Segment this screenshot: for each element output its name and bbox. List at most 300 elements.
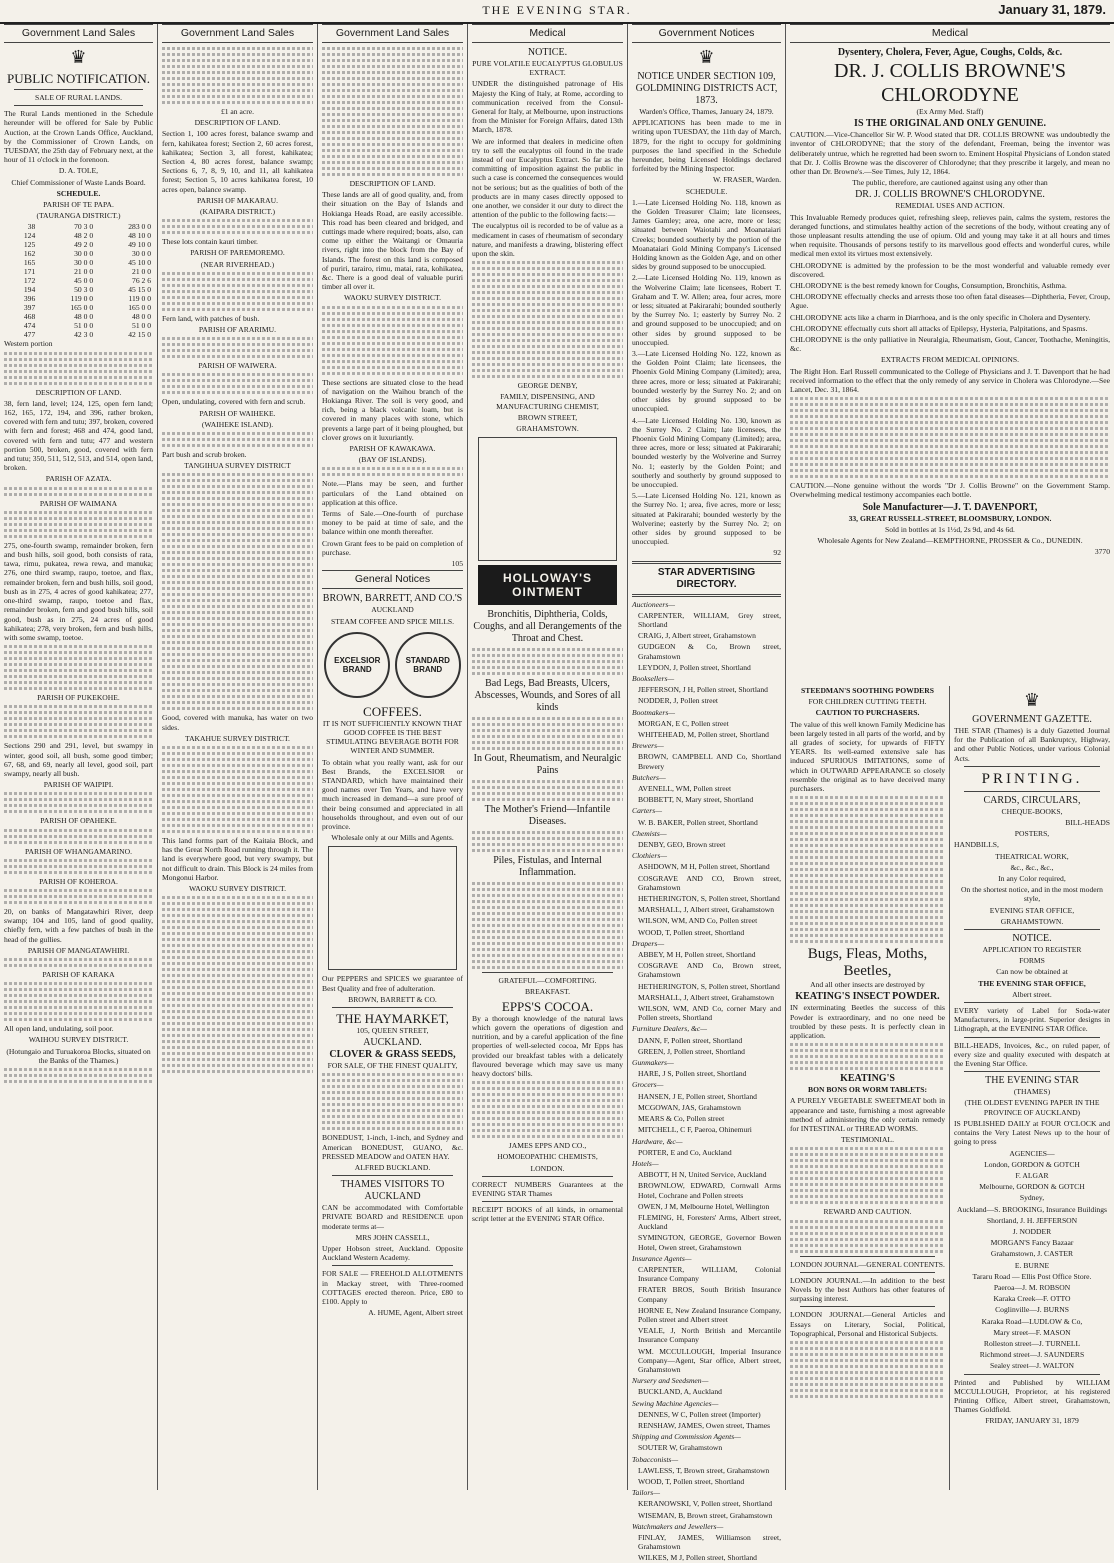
ad-signature: A. HUME, Agent, Albert street: [368, 1308, 463, 1318]
ad-title: CLOVER & GRASS SEEDS,: [329, 1049, 456, 1061]
schedule-item: 2.—Late Licensed Holding No. 119, known as the Wolverine Claim; late licensees, Robert T. Graham and T. W. Allen; area, four acres, more or less; situated at Pakirarahi; bounded southerly by the Surrey No. 1; easterly by Surrey No. 2 and ground supposed to be unoccupied; and on other sides by ground supposed to be unoccupied.: [632, 273, 781, 347]
directory-entry: MARSHALL, J, Albert street, Grahamstown: [638, 905, 775, 915]
ad-address: 33, GREAT RUSSELL-STREET, BLOOMSBURY, LONDON.: [848, 513, 1052, 523]
ad-body: LONDON JOURNAL.—In addition to the best Novels by the best Authors has other features of surpassing interest.: [790, 1275, 945, 1304]
schedule-item: 3.—Late Licensed Holding No. 122, known as the Golden Point Claim; late licensees, the Phoenix Gold Mining Company (Limited); area, three acres, more or less; situated at Pakirarahi; bounded westerly by the Surrey No. 2; and on other sides by ground supposed to be unoccupied.: [632, 349, 781, 414]
parish-heading: PARISH OF TE PAPA.: [43, 200, 114, 210]
column-6-wide: [786, 24, 1114, 684]
directory-entry: NODDER, J, Pollen street: [638, 696, 718, 706]
agency-entry: Coglinville—J. BURNS: [995, 1305, 1069, 1315]
directory-entry: BOBBETT, N, Mary street, Shortland: [638, 795, 754, 805]
column-header: Medical: [472, 24, 623, 43]
directory-entry: WM. MCCULLOUGH, Imperial Insurance Company—Agent, Star office, Albert street, Grahamstown: [638, 1346, 781, 1374]
description-heading: DESCRIPTION OF LAND.: [349, 179, 436, 188]
parish-heading: PARISH OF WAIHEKE.: [199, 408, 276, 418]
lot-cell: 48 0 0: [74, 312, 94, 322]
royal-crest-icon: ♛: [1023, 690, 1041, 710]
directory-entry: WOOD, T, Pollen street, Shortland: [638, 1477, 745, 1486]
schedule-item: 1.—Late Licensed Holding No. 118, known as the Golden Treasurer Claim; late licensees, James Gamley; area, one acre, more or less; situated between Waiotahi and Moanataiari Creeks; bounded southerly by the portion of the Moanataiari Gold Mining Company's Licensed Holding known as the Golden Age, and on other sides by ground supposed to be unoccupied.: [632, 197, 781, 272]
ad-signature: JAMES EPPS AND CO.,: [508, 1141, 587, 1151]
ad-heading: Dysentery, Cholera, Fever, Ague, Coughs, Colds, &c.: [837, 47, 1063, 58]
ad-body: The public, therefore, are cautioned against using any other than: [852, 178, 1048, 188]
parish-heading: PARISH OF KARAKA: [42, 969, 115, 979]
ad-heading: AGENCIES—: [1009, 1148, 1055, 1158]
parish-heading: PARISH OF MANGATAWHIRI.: [27, 945, 130, 955]
lot-cell: 171: [23, 267, 36, 277]
directory-category: Insurance Agents—: [632, 1253, 692, 1263]
ad-heading: Bronchitis, Diphtheria, Colds, Coughs, and all Derangements of the Throat and Chest.: [473, 609, 622, 645]
notice-title: PUBLIC NOTIFICATION.: [7, 71, 150, 86]
directory-category: Auctioneers—: [632, 599, 676, 609]
directory-entry: MITCHELL, C F, Paeroa, Ohinemuri: [638, 1125, 752, 1135]
directory-entry: COSGRAVE AND Co, Brown street, Grahamstown: [638, 961, 781, 980]
lot-cell: 48 2 0: [74, 231, 94, 241]
price-note: £1 an acre.: [220, 107, 255, 116]
ad-heading: Bad Legs, Bad Breasts, Ulcers, Abscesses, Wounds, and Sores of all kinds: [474, 678, 621, 714]
district-heading: WAOKU SURVEY DISTRICT.: [343, 293, 442, 303]
directory-entry: DENBY, GEO, Brown street: [638, 840, 726, 850]
description-body: This land forms part of the Kaitaia Block, and has the Great North Road running through it. The land is everywhere good, but very swampy, but not difficult to drain. This Block is 24 miles from Mongonui Harbor.: [162, 836, 313, 882]
lot-cell: 30 0 0: [74, 249, 94, 259]
terms-note: Note.—Plans may be seen, and further particulars of the Land obtained on application at this office.: [322, 479, 463, 507]
agency-entry: Mary street—F. MASON: [993, 1327, 1071, 1337]
printing-town: GRAHAMSTOWN.: [1000, 916, 1064, 926]
ad-body: To obtain what you really want, ask for our Best Brands, the EXCELSIOR or STANDARD, which have maintained their good names over Ten Years, and have very much increased in demand—a sure proof of their being consumed and appreciated in all households throughout, and even out of our province.: [322, 757, 463, 831]
directory-category: Gunmakers—: [632, 1058, 674, 1068]
lot-row: [4, 231, 153, 240]
printing-item: BILL-HEADS: [1065, 818, 1110, 828]
ad-body: LONDON JOURNAL—General Articles and Essays on Literary, Social, Political, Topographical, Personal and Historical Subjects.: [790, 1310, 945, 1338]
column-2: [158, 24, 318, 1490]
ad-body: CHLORODYNE is admitted by the profession to be the most wonderful and valuable remedy ever discovered.: [790, 260, 1110, 279]
district-heading: (WAIHEKE ISLAND).: [201, 419, 274, 429]
ad-signature: FAMILY, DISPENSING, AND MANUFACTURING CHEMIST,: [496, 392, 599, 411]
agencies-list: [954, 1160, 1110, 1371]
ad-body: This Invaluable Remedy produces quiet, refreshing sleep, relieves pain, calms the system, restores the deranged functions, and stimulates healthy action of the secretions of the body, without creating any of those unpleasant results attending the use of opium. Old and young may take it at all hours and times when requisite. Thousands of persons testify to its marvellous good effects and wonderful cures, while medical men extol its virtues most extensively.: [790, 212, 1110, 259]
ad-heading: Sole Manufacturer—J. T. DAVENPORT,: [862, 501, 1038, 513]
agency-entry: Melbourne, GORDON & GOTCH: [979, 1182, 1085, 1192]
lot-row: [4, 240, 153, 249]
agency-entry: Paeroa—J. M. ROBSON: [993, 1282, 1071, 1292]
notice-title: NOTICE.: [1012, 933, 1052, 945]
ad-body: Our PEPPERS and SPICES we guarantee of Best Quality and free of adulteration.: [322, 974, 463, 993]
directory-category: Drapers—: [632, 938, 665, 948]
directory-category: Sewing Machine Agencies—: [632, 1398, 719, 1408]
ad-location: AUCKLAND.: [363, 1037, 422, 1049]
lot-cell: 119 0 0: [128, 294, 151, 304]
directory-category: Carters—: [632, 806, 662, 816]
lot-cell: 51 0 0: [132, 321, 151, 331]
lot-cell: 49 2 0: [74, 240, 94, 250]
directory-entry: FRATER BROS, South British Insurance Company: [638, 1285, 781, 1304]
ad-signature: BROWN, BARRETT & CO.: [348, 994, 437, 1004]
parish-heading: PARISH OF MAKARAU.: [197, 195, 278, 205]
notice-office: Warden's Office, Thames, January 24, 1879.: [639, 107, 774, 116]
ad-heading: DR. J. COLLIS BROWNE'S CHLORODYNE.: [855, 189, 1045, 201]
ad-title: Bugs, Fleas, Moths, Beetles,: [807, 946, 928, 980]
ad-signature: GEORGE DENBY,: [517, 381, 578, 391]
agency-entry: J. NODDER: [1012, 1226, 1052, 1236]
directory-entry: ABBEY, M H, Pollen street, Shortland: [638, 950, 756, 960]
lot-cell: 468: [23, 312, 36, 322]
agency-entry: F. ALGAR: [1015, 1170, 1049, 1180]
printing-item: CARDS, CIRCULARS,: [983, 794, 1081, 806]
printing-item: THEATRICAL WORK,: [995, 851, 1069, 861]
ad-title: EPPS'S COCOA.: [501, 998, 594, 1014]
lot-cell: 45 15 0: [128, 285, 151, 295]
ad-title: THE HAYMARKET,: [336, 1010, 449, 1026]
lot-cell: 49 10 0: [128, 240, 151, 250]
column-4: [468, 24, 628, 1490]
lot-row: [4, 285, 153, 294]
directory-entry: WHITEHEAD, M, Pollen street, Shortland: [638, 729, 769, 739]
schedule-heading: SCHEDULE.: [685, 186, 728, 196]
ad-body: The eucalyptus oil is recorded to be of value as a medicament in cases of rheumatism of secondary nature, and manifests a drawing, blistering effect upon the skin.: [472, 221, 623, 259]
lot-cell: 45 0 0: [74, 276, 94, 286]
lot-cell: 70 3 0: [74, 222, 94, 232]
directory-category: Tailors—: [632, 1488, 661, 1498]
agency-entry: MORGAN'S Fancy Bazaar: [990, 1238, 1074, 1248]
agency-entry: Richmond street—J. SAUNDERS: [979, 1350, 1085, 1360]
imprint-date: FRIDAY, JANUARY 31, 1879: [985, 1416, 1079, 1426]
ad-body: Albert street.: [1012, 989, 1052, 999]
parish-heading: PARISH OF WAIPIPI.: [43, 780, 114, 790]
issue-date: January 31, 1879.: [998, 2, 1106, 17]
directory-entry: LAWLESS, T, Brown street, Grahamstown: [638, 1465, 770, 1475]
printing-office: EVENING STAR OFFICE,: [989, 905, 1075, 915]
directory-entry: MORGAN, E C, Pollen street: [638, 718, 729, 728]
lot-cell: 165 0 0: [70, 303, 94, 313]
parish-heading: PARISH OF KAWAKAWA.: [349, 444, 436, 454]
directory-entry: SYMINGTON, GEORGE, Governor Bowen Hotel, Owen street, Grahamstown: [638, 1233, 781, 1252]
directory-entry: HETHERINGTON, S, Pollen street, Shortland: [638, 981, 780, 991]
directory-category: Chemists—: [632, 828, 667, 838]
ad-body: Wholesale Agents for New Zealand—KEMPTHORNE, PROSSER & Co., DUNEDIN.: [817, 536, 1083, 546]
directory-entry: WILSON, WM, AND Co, corner Mary and Pollen streets, Shortland: [638, 1004, 781, 1023]
excelsior-brand-logo: EXCELSIOR BRAND: [324, 632, 390, 698]
directory-entry: ABBOTT, H N, United Service, Auckland: [638, 1170, 767, 1180]
district-heading: WAOKU SURVEY DISTRICT.: [188, 884, 287, 894]
hygeia-statue-illustration: [478, 437, 617, 561]
ad-body: CAN be accommodated with Comfortable PRIVATE BOARD and RESIDENCE upon moderate terms at—: [322, 1203, 463, 1231]
holloways-ointment-banner: HOLLOWAY'S OINTMENT: [478, 565, 617, 605]
agency-entry: Shortland, J. H. JEFFERSON: [986, 1215, 1078, 1225]
lot-cell: 30 0 0: [132, 249, 151, 259]
ad-heading: IS THE ORIGINAL AND ONLY GENUINE.: [854, 118, 1046, 130]
lot-row: [4, 321, 153, 330]
ad-signature: LONDON.: [530, 1163, 565, 1173]
lot-cell: 474: [23, 321, 36, 331]
column-1: [0, 24, 158, 1490]
directory-entry: LEYDON, J, Pollen street, Shortland: [638, 662, 751, 672]
ad-body: BONEDUST, 1-inch, 1-inch, and Sydney and American BONEDUST, GUANO, &c. PRESSED MEADOW and OATEN HAY.: [322, 1133, 463, 1161]
directory-entry: MEARS & Co, Pollen street: [638, 1114, 725, 1124]
ad-title: DR. J. COLLIS BROWNE'S CHLORODYNE: [834, 60, 1066, 106]
coffee-label-illustration: [328, 846, 457, 970]
schedule-heading: SCHEDULE.: [56, 188, 101, 198]
ad-title: KEATING'S: [840, 1073, 895, 1085]
crown-grant: Crown Grant fees to be paid on completion of purchase.: [322, 538, 463, 557]
column-8: [950, 686, 1114, 1490]
ad-signature: MRS JOHN CASSELL,: [355, 1232, 430, 1242]
directory-entry: WOOD, T, Pollen street, Shortland: [638, 927, 745, 937]
directory-entry: RENSHAW, JAMES, Owen street, Thames: [638, 1420, 771, 1430]
description-body: These lots contain kauri timber.: [162, 237, 258, 247]
lot-cell: 283 0 0: [128, 222, 151, 232]
column-header: Government Notices: [632, 24, 781, 43]
directory-category: Furniture Dealers, &c—: [632, 1024, 708, 1034]
ad-body: Upper Hobson street, Auckland. Opposite Auckland Western Academy.: [322, 1243, 463, 1263]
ad-subtitle: STEAM COFFEE AND SPICE MILLS.: [331, 616, 454, 626]
directory-entry: MARSHALL, J, Albert street, Grahamstown: [638, 992, 775, 1002]
notice-subtitle: SALE OF RURAL LANDS.: [34, 93, 123, 102]
directory-entry: VEALE, J, North British and Mercantile Insurance Company: [638, 1326, 781, 1345]
description-body: Good, covered with manuka, has water on two sides.: [162, 713, 313, 732]
directory-entry: DANN, F, Pollen street, Shortland: [638, 1035, 743, 1045]
ad-address: 105, QUEEN STREET,: [356, 1025, 429, 1035]
lot-cell: 48 10 0: [128, 231, 151, 241]
notice-title: NOTICE.: [527, 47, 568, 58]
column-5: [628, 24, 786, 1563]
directory-category: Bootmakers—: [632, 707, 676, 717]
newspaper-title: THE EVENING STAR.: [482, 3, 632, 17]
standard-brand-logo: STANDARD BRAND: [395, 632, 461, 698]
notice-body: The Rural Lands mentioned in the Schedule hereunder will be offered for Sale by Public Auction, at the Crown Lands Office, Auckland, by the Commissioner of Crown Lands, on TUESDAY, the 25th day of February next, at the hour of 11 o'clock in the forenoon.: [4, 109, 153, 165]
ad-body: THE STAR (Thames) is a duly Gazetted Journal for the Publication of all Bankruptcy, Highway, and other Public Notices, under various Colonial Acts.: [954, 726, 1110, 763]
district-heading: TAKAHUE SURVEY DISTRICT.: [185, 733, 290, 743]
directory-entry: GUDGEON & Co, Brown street, Grahamstown: [638, 642, 781, 661]
description-heading: DESCRIPTION OF LAND.: [35, 387, 122, 397]
signatory: W. FRASER, Warden.: [713, 175, 781, 185]
ad-title: GOVERNMENT GAZETTE.: [972, 714, 1092, 725]
description-body: These lands are all of good quality, and, from their situation on the Bay of Islands and Hokianga Heads Road, are easily accessible. This road has been cleared and bridged, and cuttings made where required; boats, also, can come up either the Waitangi or Omauria rivers, right into the block from the Bay of Islands. The forest on this land is composed of puriri, tarairo, rimu, matai, rata, kohikatea, &c. There is a good deal of valuable puriri timber all over it.: [322, 190, 463, 292]
district-heading: TANGIHUA SURVEY DISTRICT: [184, 461, 291, 471]
description-body: Sections 290 and 291, level, but swampy in winter, good soil, all bush, some good timber; 67, 68, and 69, nearly all level, good soil, part swampy, nearly all bush.: [4, 741, 153, 778]
notice-title: NOTICE UNDER SECTION 109, GOLDMINING DISTRICTS ACT, 1873.: [635, 71, 778, 106]
column-header: Government Land Sales: [4, 24, 153, 43]
ad-heading: GRATEFUL—COMFORTING.: [498, 976, 597, 986]
lot-row: [4, 294, 153, 303]
directory-entry: CARPENTER, WILLIAM, Colonial Insurance Company: [638, 1264, 781, 1284]
description-body: These sections are situated close to the head of navigation on the Waihou branch of the Hokianga River. The soil is very good, and rich, being a black volcanic loam, but is covered in many places with stone, which prevents a large part of it being ploughed, but clover grows on it luxuriantly.: [322, 377, 463, 442]
ad-heading: CAUTION TO PURCHASERS.: [815, 708, 920, 718]
ad-body: RECEIPT BOOKS of all kinds, in ornamental script letter at the EVENING STAR Office.: [472, 1205, 623, 1224]
column-header: Medical: [790, 24, 1110, 43]
lot-cell: 125: [23, 240, 36, 250]
directory-entry: AVENELL, WM, Pollen street: [638, 784, 732, 793]
printing-item: POSTERS,: [1014, 829, 1050, 839]
agency-entry: Karaka Road—LUDLOW & Co,: [981, 1316, 1083, 1326]
ad-body: CHLORODYNE effectually checks and arrests those too often fatal diseases—Diphtheria, Fever, Croup, Ague.: [790, 292, 1110, 311]
directory-category: Brewers—: [632, 741, 664, 751]
ad-body: A PURELY VEGETABLE SWEETMEAT both in appearance and taste, furnishing a most agreeable method of administering the only certain remedy for INTESTINAL or THREAD WORMS.: [790, 1096, 945, 1134]
ad-body: The Right Hon. Earl Russell communicated to the College of Physicians and J. T. Davenport that he had received information to the effect that the only remedy of any service in Cholera was Chlorodyne.—See Lancet, Dec. 31, 1864.: [790, 366, 1110, 395]
directory-entry: CARPENTER, WILLIAM, Grey street, Shortland: [638, 610, 781, 629]
lot-row: [4, 267, 153, 276]
terms-of-sale: Terms of Sale.—One-fourth of purchase money to be paid at time of sale, and the balance within one month thereafter.: [322, 509, 463, 537]
district-heading: (NEAR RIVERHEAD.): [200, 259, 275, 269]
ad-heading: BREAKFAST.: [524, 987, 571, 997]
lot-row: [4, 258, 153, 267]
description-heading: DESCRIPTION OF LAND.: [194, 118, 281, 128]
directory-entry: FINLAY, JAMES, Williamson street, Grahamstown: [638, 1533, 781, 1552]
description-body: 20, on banks of Mangatawhiri River, deep swamp; 104 and 105, land of good quality, chiefly fern, with a few patches of bush in the head of the gullies.: [4, 906, 153, 944]
royal-crest-icon: ♛: [698, 47, 715, 67]
directory-category: Booksellers—: [632, 673, 675, 683]
directory-category: Nursery and Seedsmen—: [632, 1376, 709, 1386]
notice-body: APPLICATIONS has been made to me in writing upon TUESDAY, the 11th day of March, 1879, for the right to occupy for goldmining purposes the land specified in the Schedule hereunder, being Licensed Holdings declared forfeited by the Mining Inspector.: [632, 118, 781, 174]
ad-body: IT IS NOT SUFFICIENTLY KNOWN THAT GOOD COFFEE IS THE BEST STIMULATING BEVERAGE BOTH FOR WINTER AND SUMMER.: [322, 718, 463, 756]
agency-entry: Tararu Road — Ellis Post Office Store.: [972, 1271, 1092, 1281]
lot-cell: 76 2 6: [132, 276, 151, 286]
directory-entry: PORTER, E and Co, Auckland: [638, 1147, 732, 1157]
advertising-directory: [632, 600, 781, 1563]
parish-heading: PARISH OF KOHEROA.: [39, 876, 118, 886]
lot-cell: 165 0 0: [128, 303, 151, 313]
agency-entry: Rolleston street—J. TURNELL: [983, 1338, 1081, 1348]
printing-item: In any Color required,: [998, 874, 1066, 884]
directory-entry: GREEN, J, Pollen street, Shortland: [638, 1046, 745, 1056]
parish-heading: PARISH OF OPAHEKE.: [40, 816, 117, 826]
lot-row: [4, 249, 153, 258]
agency-entry: Sealey street—J. WALTON: [989, 1361, 1074, 1371]
directory-entry: HARE, J S, Pollen street, Shortland: [638, 1069, 747, 1079]
parish-heading: PARISH OF PAREMOREMO.: [190, 248, 285, 258]
ad-subtitle: (THAMES): [1013, 1087, 1051, 1097]
directory-entry: DENNES, W C, Pollen street (Importer): [638, 1409, 761, 1419]
ad-subtitle: FOR SALE, OF THE FINEST QUALITY,: [327, 1061, 458, 1071]
directory-entry: BROWN, CAMPBELL AND Co, Shortland Brewery: [638, 752, 781, 771]
ad-subtitle: (Ex Army Med. Staff): [916, 107, 984, 116]
directory-entry: CRAIG, J, Albert street, Grahamstown: [638, 631, 756, 641]
ad-reference: 3770: [1094, 547, 1110, 557]
ad-heading: TESTIMONIAL.: [841, 1135, 894, 1145]
ad-signature: HOMOEOPATHIC CHEMISTS,: [497, 1152, 598, 1162]
ad-body: Sold in bottles at 1s 1½d, 2s 9d, and 4s 6d.: [885, 524, 1015, 534]
description-body: Part bush and scrub broken.: [162, 450, 247, 460]
lot-cell: 45 10 0: [128, 258, 151, 268]
parish-heading: PARISH OF PUKEKOHE.: [37, 693, 120, 703]
lot-cell: 51 0 0: [74, 321, 94, 331]
directory-entry: OWEN, J M, Melbourne Hotel, Wellington: [638, 1201, 770, 1211]
ad-heading: BON BONS OR WORM TABLETS:: [808, 1085, 927, 1095]
ad-body: Can now be obtained at: [996, 967, 1068, 977]
ad-body: IS PUBLISHED DAILY at FOUR O'CLOCK and contains the Very Latest News up to the hour of going to press: [954, 1118, 1110, 1147]
ad-heading: APPLICATION TO REGISTER: [982, 945, 1082, 955]
agency-entry: Grahamstown, J. CASTER: [990, 1249, 1074, 1259]
district-heading: (TAURANGA DISTRICT.): [36, 211, 121, 221]
agency-entry: Auckland—S. BROOKING, Insurance Buildings: [957, 1204, 1107, 1214]
description-body: Open, undulating, covered with fern and scrub.: [162, 397, 306, 407]
schedule-item: 4.—Late Licensed Holding No. 130, known as the Surrey No. 2 Claim; late licensees, the Phoenix Gold Mining Company (Limited); area, three acres, more or less; situated at Pakirarahi; bounded westerly by the Wolverine and Surrey No. 1; easterly by the Golden Point; and southerly and southerly by ground supposed to be unoccupied.: [632, 415, 781, 489]
district-heading: (KAIPARA DISTRICT.): [199, 207, 276, 217]
signatory-role: Chief Commissioner of Waste Lands Board.: [11, 177, 146, 187]
ad-heading: KEATING'S INSECT POWDER.: [795, 991, 940, 1003]
lot-table: [4, 222, 153, 339]
ad-body: FOR SALE — FREEHOLD ALLOTMENTS in Mackay street, with Three-roomed COTTAGES erected thereon. Price, £80 to £100. Apply to: [322, 1269, 463, 1306]
lot-row: [4, 222, 153, 231]
directory-entry: KERANOWSKI, V, Pollen street, Shortland: [638, 1499, 773, 1509]
description-body: Fern land, with patches of bush.: [162, 313, 260, 323]
column-header: General Notices: [322, 570, 463, 589]
ad-heading: FORMS: [1019, 956, 1045, 966]
directory-category: Grocers—: [632, 1080, 664, 1090]
lot-row: [4, 330, 153, 339]
directory-entry: ASHDOWN, M H, Pollen street, Shortland: [638, 862, 770, 872]
district-heading: (BAY OF ISLANDS).: [358, 455, 427, 465]
ad-title: BROWN, BARRETT, AND CO.'S: [322, 593, 463, 605]
lot-row: [4, 276, 153, 285]
ad-body: CAUTION.—None genuine without the words "Dr J. Collis Browne" on the Government Stamp. Overwhelming medical testimony accompanies each bottle.: [790, 481, 1110, 500]
lot-cell: 21 0 0: [74, 267, 94, 277]
ad-heading: Piles, Fistulas, and Internal Inflammation.: [493, 855, 602, 879]
lot-cell: 165: [23, 258, 36, 268]
directory-heading: STAR ADVERTISING DIRECTORY.: [657, 566, 756, 590]
parish-heading: PARISH OF WAIMANA: [39, 498, 118, 508]
directory-entry: WILSON, WM, AND Co, Pollen street: [638, 916, 758, 926]
ad-heading: REWARD AND CAUTION.: [823, 1207, 912, 1217]
masthead: [0, 0, 1114, 24]
lot-cell: 172: [23, 276, 36, 286]
lot-cell: 48 0 0: [132, 312, 151, 322]
ad-reference: 92: [773, 548, 781, 558]
directory-entry: HORNE E, New Zealand Insurance Company, Pollen street and Albert street: [638, 1305, 781, 1324]
ad-body: By a thorough knowledge of the natural laws which govern the operations of digestion and nutrition, and by a careful application of the fine properties of well-selected cocoa, Mr Epps has provided our breakfast tables with a delicately flavoured beverage which may save us many heavy doctors' bills.: [472, 1013, 623, 1078]
description-body: 38, fern land, level; 124, 125, open fern land; 162, 165, 172, 194, and 396, rather broken, covered with fern and tutu; 397, broken, covered with fern and forest; 468 and 474, good land, covered with fern and tutu; 477 and western portion 500, broken, good, covered with fern and tutu; 350, 511, 512, 513, and 514, open land, broken.: [4, 398, 153, 473]
ad-subtitle: (THE OLDEST EVENING PAPER IN THE PROVINCE OF AUCKLAND): [964, 1098, 1100, 1117]
lot-cell: 38: [27, 222, 36, 232]
ad-title: THE EVENING STAR: [985, 1075, 1079, 1087]
ad-reference: 105: [451, 559, 463, 569]
directory-entry: W. B. BAKER, Pollen street, Shortland: [638, 817, 758, 827]
imprint: Printed and Published by WILLIAM MCCULLOUGH, Proprietor, at his registered Printing Office, Albert street, Grahamstown, Thames Goldfield.: [954, 1377, 1110, 1415]
lot-cell: 124: [23, 231, 36, 241]
agency-entry: Karaka Creek—F. OTTO: [993, 1294, 1071, 1304]
ad-body: IN exterminating Beetles the success of this Powder is extraordinary, and no one need be troubled by these pests. It is perfectly clean in application.: [790, 1003, 945, 1041]
ad-body: CHLORODYNE acts like a charm in Diarrhoea, and is the only specific in Cholera and Dysentery.: [790, 312, 1091, 322]
parish-heading: PARISH OF WAIWERA.: [198, 361, 277, 371]
lot-cell: 396: [23, 294, 36, 304]
ad-heading: EXTRACTS FROM MEDICAL OPINIONS.: [880, 355, 1020, 365]
ad-body: CHLORODYNE is the only palliative in Neuralgia, Rheumatism, Gout, Cancer, Toothache, Meningitis, &c.: [790, 335, 1110, 354]
printing-item: HANDBILLS,: [954, 840, 999, 850]
district-heading: WAIHOU SURVEY DISTRICT.: [28, 1035, 129, 1045]
description-body: 275, one-fourth swamp, remainder broken, fern and bush hills, soil good, both consists of rata, tawa, rimu, pukatea, rewa rewa, and manuka; 276, one third swamp, raupo, toetoe, and flax, remainder broken, fern and bush hills, soil good, bush as in 275, 4 acres of good kahikatea; 277, one-third swamp, raupo, toetoe and flax, remainder broken, fern and good bush hills, soil good, bush as in 275, 24 acres of good kahikatea; 278, very broken, fern and bush hills, with some swamp, toetoe.: [4, 540, 153, 642]
printing-item: CHEQUE-BOOKS,: [1001, 806, 1063, 816]
printing-heading: PRINTING.: [981, 770, 1083, 787]
ad-title: STEEDMAN'S SOOTHING POWDERS: [801, 686, 934, 695]
schedule-item: 5.—Late Licensed Holding No. 121, known as the Surrey No. 1; area, five acres, more or less; situated at Pakirarahi; bounded westerly by the Wolverine; easterly by the Surrey No. 2; on other sides by ground supposed to be unoccupied.: [632, 491, 781, 547]
directory-category: Butchers—: [632, 772, 666, 782]
directory-entry: HANSEN, J E, Pollen street, Shortland: [638, 1091, 757, 1101]
ad-body: Wholesale only at our Mills and Agents.: [331, 833, 454, 843]
ad-title: PURE VOLATILE EUCALYPTUS GLOBULUS EXTRACT.: [472, 59, 623, 78]
lot-cell: 162: [23, 249, 36, 259]
royal-crest-icon: ♛: [70, 47, 87, 67]
lot-cell: 50 3 0: [74, 285, 94, 295]
directory-entry: BROWNLOW, EDWARD, Cornwall Arms Hotel, Cochrane and Pollen streets: [638, 1181, 781, 1200]
agency-entry: London, GORDON & GOTCH: [984, 1159, 1080, 1169]
directory-entry: HETHERINGTON, S, Pollen street, Shortland: [638, 894, 780, 904]
directory-entry: JEFFERSON, J H, Pollen street, Shortland: [638, 685, 768, 695]
column-7: [786, 686, 950, 1490]
ad-heading: In Gout, Rheumatism, and Neuralgic Pains: [473, 753, 622, 777]
agency-entry: E. BURNE: [1014, 1260, 1050, 1270]
ad-subtitle: FOR CHILDREN CUTTING TEETH.: [808, 697, 927, 707]
lot-cell: 30 0 0: [74, 258, 94, 268]
lot-cell: 397: [23, 303, 36, 313]
ad-subtitle: And all other insects are destroyed by: [810, 980, 925, 990]
